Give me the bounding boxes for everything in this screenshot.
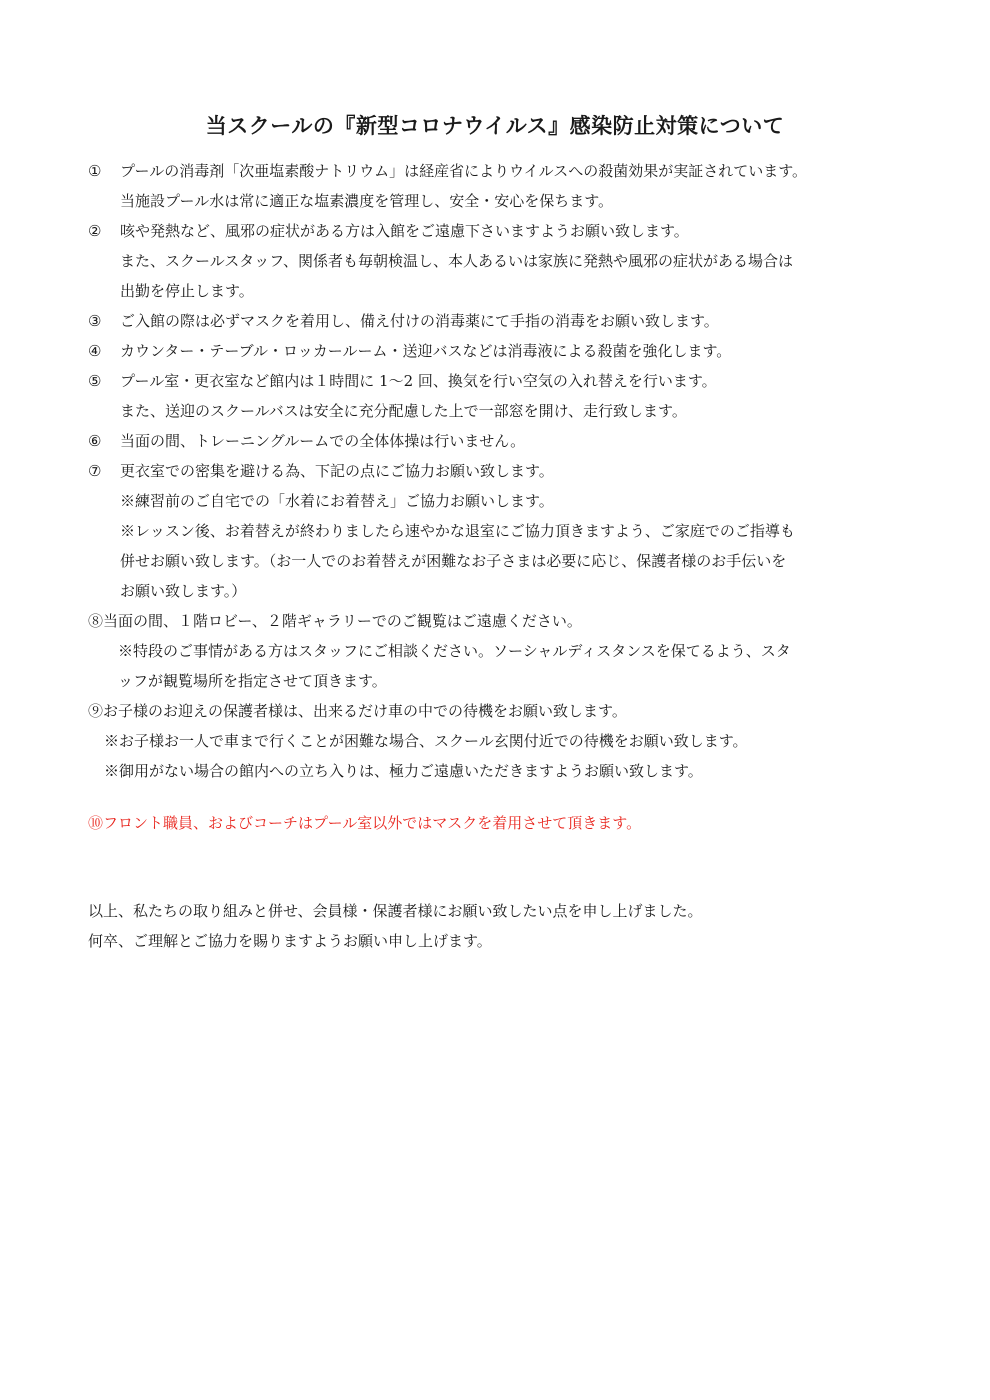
list-item-5 [88,366,918,396]
item-text: お願い致します。） [120,582,247,600]
item-text: フロント職員、およびコーチはプール室以外ではマスクを着用させて頂きます。 [103,814,642,832]
item-text: 更衣室での密集を避ける為、下記の点にご協力お願い致します。 [120,462,554,480]
measures-list [88,156,918,956]
spacer [88,838,918,896]
document-title: 当スクールの『新型コロナウイルス』感染防止対策について [205,114,785,138]
list-item-7-continuation [88,546,918,576]
list-item-10-highlight [88,808,918,838]
item-text: プール室・更衣室など館内は１時間に 1〜2 回、換気を行い空気の入れ替えを行います。 [120,372,717,390]
closing-line-2: 何卒、ご理解とご協力を賜りますようお願い申し上げます。 [88,932,492,950]
list-item-9-note [88,726,918,756]
item-text: 当面の間、１階ロビー、２階ギャラリーでのご観覧はご遠慮ください。 [103,612,582,630]
item-text: ※お子様お一人で車まで行くことが困難な場合、スクール玄関付近での待機をお願い致します。 [104,732,748,750]
list-item-2-continuation [88,276,918,306]
item-text: ※御用がない場合の館内への立ち入りは、極力ご遠慮いただきますようお願い致します。 [104,762,703,780]
item-text: お子様のお迎えの保護者様は、出来るだけ車の中での待機をお願い致します。 [103,702,627,720]
list-item-1-continuation [88,186,918,216]
item-number: ④ [88,342,102,360]
item-text: また、送迎のスクールバスは安全に充分配慮した上で一部窓を開け、走行致します。 [120,402,687,420]
item-number: ⑩ [88,814,104,832]
item-text: 咳や発熱など、風邪の症状がある方は入館をご遠慮下さいますようお願い致します。 [120,222,689,240]
item-text: 当面の間、トレーニングルームでの全体体操は行いません。 [120,432,526,450]
item-text: 出勤を停止します。 [120,282,254,300]
list-item-4 [88,336,918,366]
item-number: ⑤ [88,372,102,390]
list-item-1 [88,156,918,186]
list-item-9 [88,696,918,726]
list-item-7-note [88,486,918,516]
list-item-2-continuation [88,246,918,276]
item-text: また、スクールスタッフ、関係者も毎朝検温し、本人あるいは家族に発熱や風邪の症状がある場合は [120,252,794,270]
item-text: ッフが観覧場所を指定させて頂きます。 [118,672,387,690]
list-item-9-note [88,756,918,786]
list-item-7 [88,456,918,486]
item-text: ※レッスン後、お着替えが終わりましたら速やかな退室にご協力頂きますよう、ご家庭でのご指導も [120,522,795,540]
list-item-3 [88,306,918,336]
list-item-8-note [88,636,918,666]
item-number: ⑧ [88,612,104,630]
item-number: ③ [88,312,102,330]
list-item-8-continuation [88,666,918,696]
item-number: ⑦ [88,462,102,480]
spacer [88,786,918,808]
item-text: 当施設プール水は常に適正な塩素濃度を管理し、安全・安心を保ちます。 [120,192,614,210]
list-item-7-continuation [88,576,918,606]
item-number: ① [88,162,102,180]
list-item-7-note [88,516,918,546]
item-text: カウンター・テーブル・ロッカールーム・送迎バスなどは消毒液による殺菌を強化します。 [120,342,732,360]
item-number: ② [88,222,102,240]
item-number: ⑨ [88,702,104,720]
item-text: ※特段のご事情がある方はスタッフにご相談ください。ソーシャルディスタンスを保てるよう、スタ [118,642,791,660]
item-number: ⑥ [88,432,102,450]
item-text: ※練習前のご自宅での「水着にお着替え」ご協力お願いします。 [120,492,554,510]
list-item-6 [88,426,918,456]
item-text: プールの消毒剤「次亜塩素酸ナトリウム」は経産省によりウイルスへの殺菌効果が実証されています。 [120,162,808,180]
item-text: ご入館の際は必ずマスクを着用し、備え付けの消毒薬にて手指の消毒をお願い致します。 [120,312,719,330]
list-item-8 [88,606,918,636]
list-item-2 [88,216,918,246]
closing-line-1: 以上、私たちの取り組みと併せ、会員様・保護者様にお願い致したい点を申し上げました。 [88,902,703,920]
item-text: 併せお願い致します。（お一人でのお着替えが困難なお子さまは必要に応じ、保護者様のお手伝いを [120,552,787,570]
list-item-5-continuation [88,396,918,426]
